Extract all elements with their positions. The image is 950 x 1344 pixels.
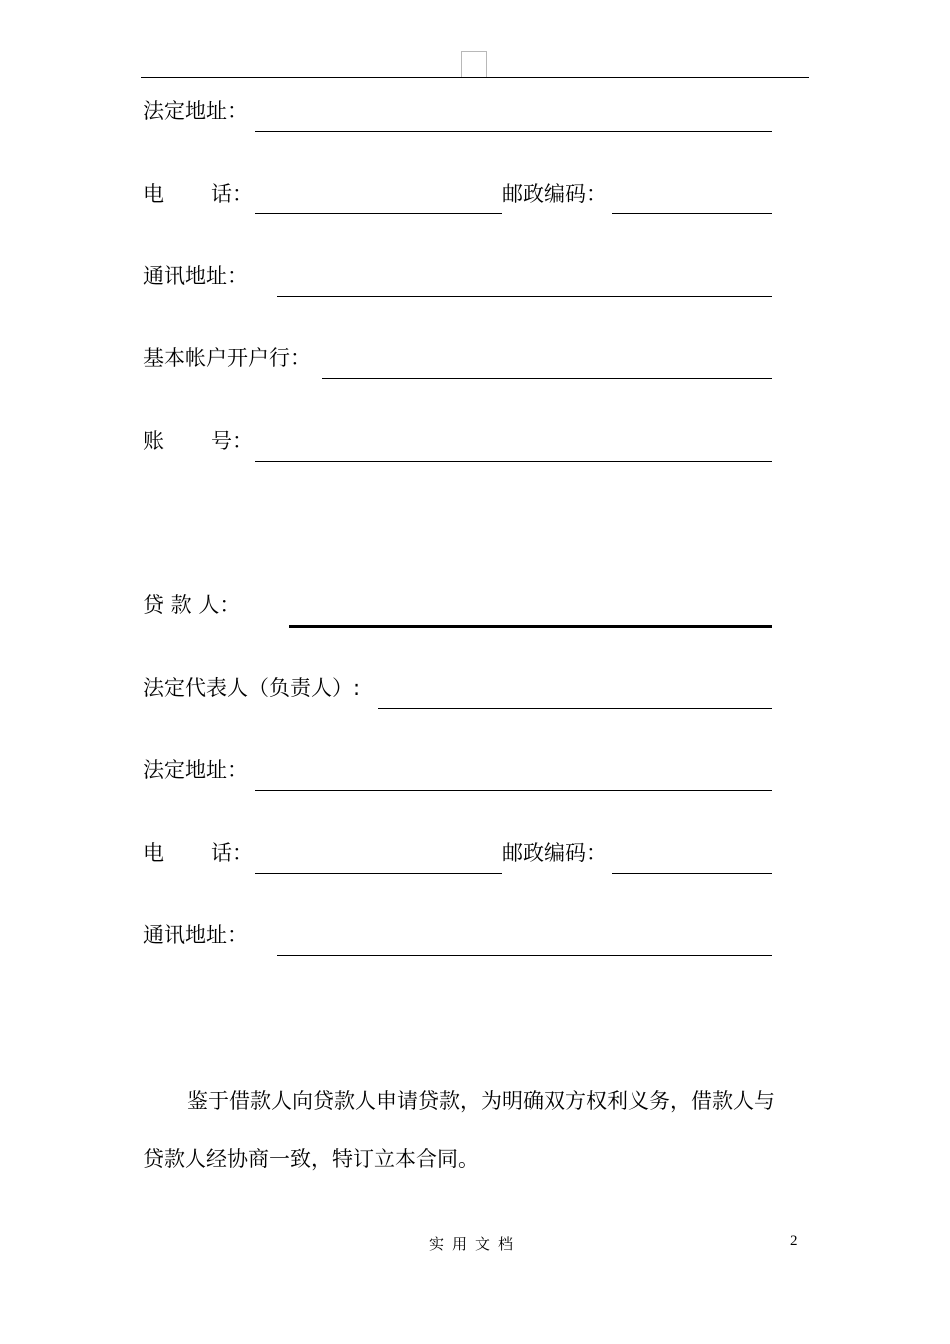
borrower-account-label-part1: 账 — [143, 429, 164, 453]
lender-phone-label-part2: 话： — [211, 841, 253, 865]
header-marker — [461, 51, 487, 77]
borrower-phone-label-part1: 电 — [143, 182, 164, 206]
header-rule — [141, 77, 809, 78]
borrower-postal-code-label: 邮政编码： — [502, 182, 607, 206]
borrower-phone-field[interactable] — [255, 213, 502, 214]
borrower-mailing-address-label: 通讯地址： — [143, 264, 248, 288]
borrower-account-field[interactable] — [255, 461, 772, 462]
lender-phone-label-part1: 电 — [143, 841, 164, 865]
lender-legal-rep-label: 法定代表人（负责人）: — [143, 676, 361, 700]
borrower-legal-address-label: 法定地址： — [143, 99, 248, 123]
borrower-phone-label-part2: 话： — [211, 182, 253, 206]
lender-name-field[interactable] — [289, 625, 772, 628]
borrower-legal-address-field[interactable] — [255, 131, 772, 132]
lender-postal-code-label: 邮政编码： — [502, 841, 607, 865]
borrower-mailing-address-field[interactable] — [277, 296, 772, 297]
lender-mailing-address-field[interactable] — [277, 955, 772, 956]
borrower-bank-label: 基本帐户开户行： — [143, 346, 311, 370]
page-number: 2 — [790, 1233, 798, 1249]
borrower-postal-code-field[interactable] — [612, 213, 772, 214]
preamble-line-2: 贷款人经协商一致，特订立本合同。 — [143, 1147, 479, 1171]
lender-legal-rep-field[interactable] — [378, 708, 772, 709]
preamble-line-1: 鉴于借款人向贷款人申请贷款，为明确双方权利义务，借款人与 — [187, 1089, 775, 1113]
lender-phone-field[interactable] — [255, 873, 502, 874]
borrower-account-label-part2: 号： — [211, 429, 253, 453]
borrower-bank-field[interactable] — [322, 378, 772, 379]
lender-label: 贷 款 人： — [143, 593, 241, 617]
lender-legal-address-field[interactable] — [255, 790, 772, 791]
lender-mailing-address-label: 通讯地址： — [143, 923, 248, 947]
lender-legal-address-label: 法定地址： — [143, 758, 248, 782]
lender-postal-code-field[interactable] — [612, 873, 772, 874]
footer-text: 实用文档 — [428, 1235, 521, 1253]
